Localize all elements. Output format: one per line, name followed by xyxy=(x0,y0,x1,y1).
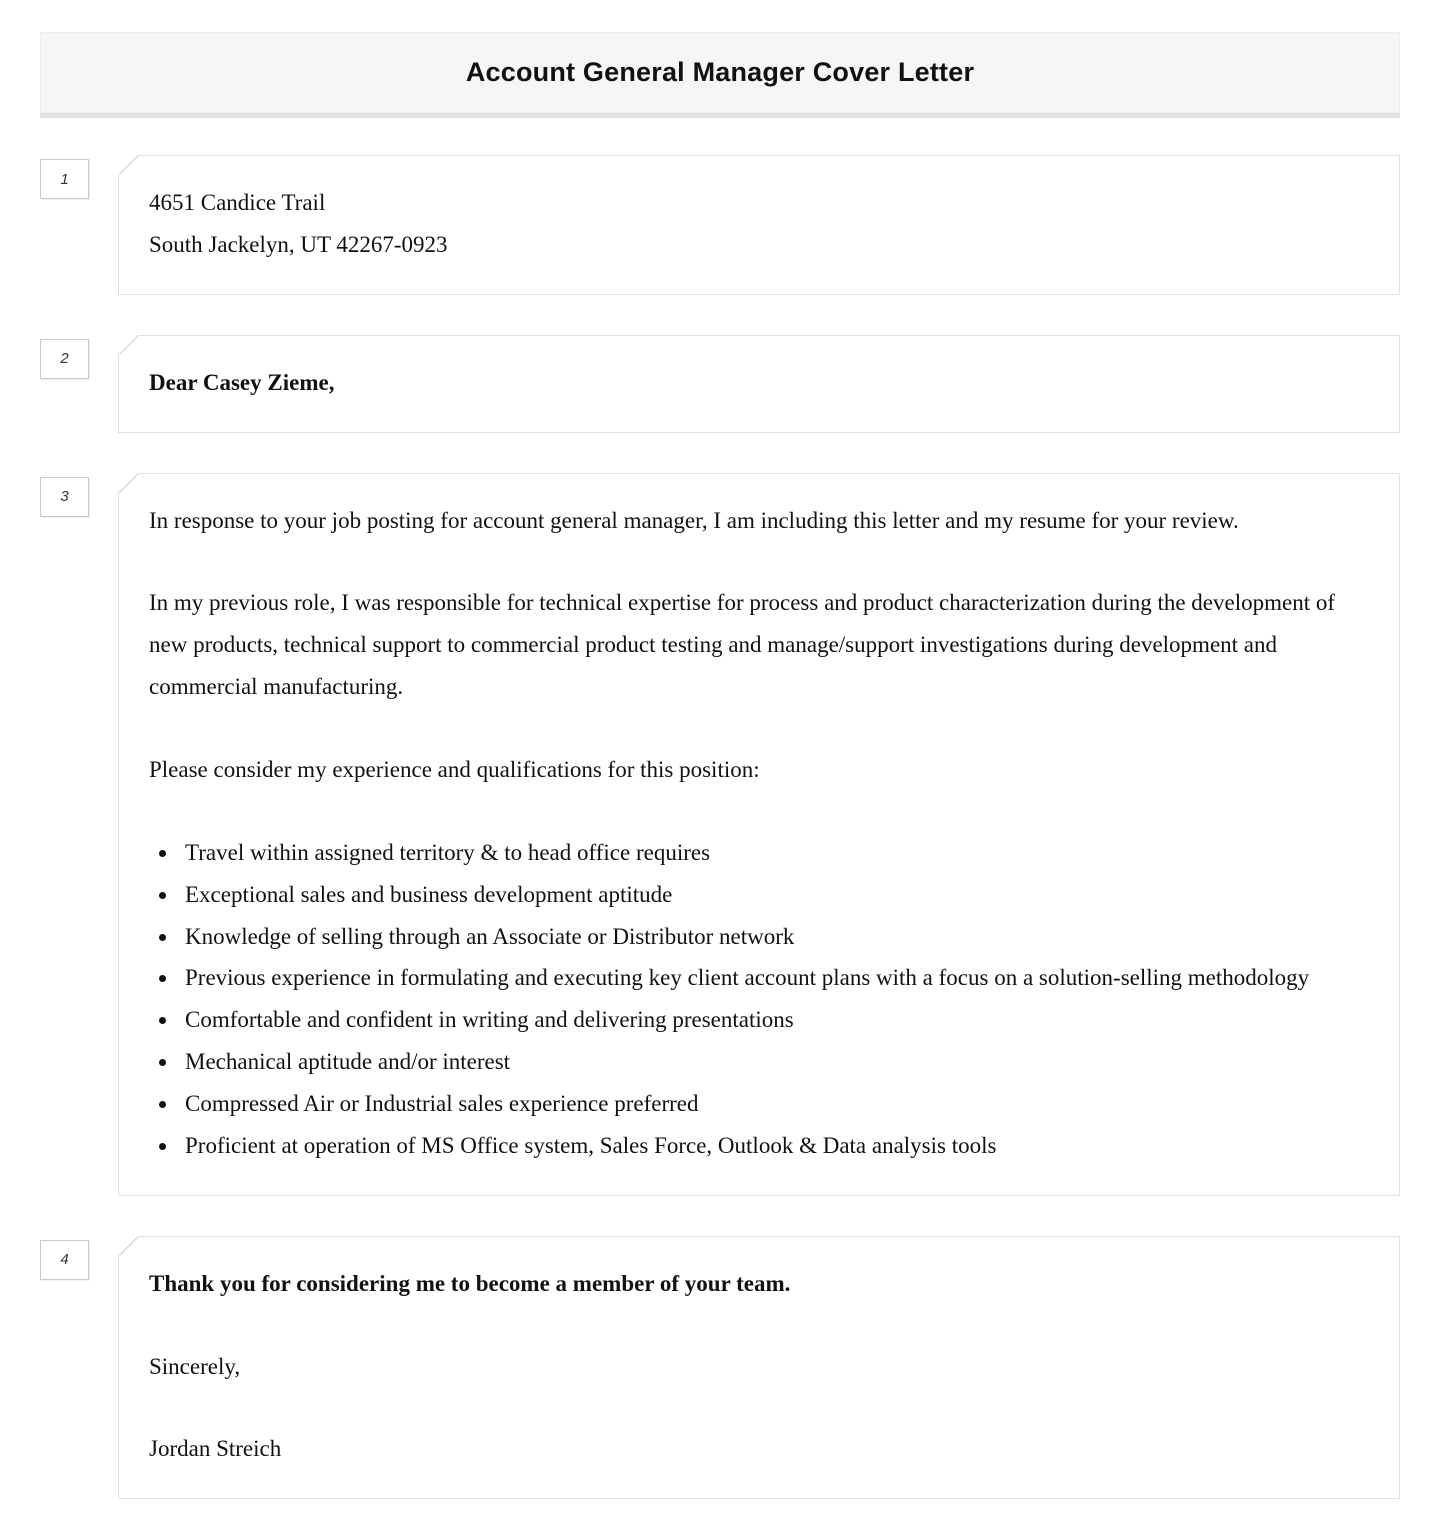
page-title: Account General Manager Cover Letter xyxy=(465,57,975,87)
body-box xyxy=(118,473,1400,1196)
section-closing xyxy=(40,1236,1400,1500)
body-paragraph-2: In my previous role, I was responsible for technical expertise for process and product characterization during the development of new products, technical support to commercial product testing and manage/support investigations during development and commercial manufacturing. xyxy=(149,590,1335,700)
section-number-badge xyxy=(40,339,89,379)
section-address xyxy=(40,155,1400,295)
closing-signoff: Sincerely, xyxy=(149,1353,241,1379)
section-number-badge xyxy=(40,1240,89,1280)
closing-name: Jordan Streich xyxy=(149,1436,282,1462)
section-number: 3 xyxy=(60,488,69,506)
qualification-item: • Mechanical aptitude and/or interest xyxy=(179,1041,1365,1083)
section-number: 2 xyxy=(60,350,69,368)
qualification-item: • Compressed Air or Industrial sales experience preferred xyxy=(179,1083,1365,1125)
section-number-badge xyxy=(40,477,89,517)
qualification-item: • Exceptional sales and business development aptitude xyxy=(179,874,1365,916)
qualification-item: • Travel within assigned territory & to head office requires xyxy=(179,832,1365,874)
qualification-item: • Comfortable and confident in writing and delivering presentations xyxy=(179,999,1365,1041)
address-box xyxy=(118,155,1400,295)
section-number: 4 xyxy=(60,1251,69,1269)
section-salutation xyxy=(40,335,1400,433)
page-header xyxy=(40,32,1400,113)
body-paragraph-3: Please consider my experience and qualifications for this position: xyxy=(149,757,760,783)
qualification-item: • Previous experience in formulating and executing key client account plans with a focus on a solution-selling methodology xyxy=(179,957,1365,999)
section-number-badge xyxy=(40,159,89,199)
salutation-text: Dear Casey Zieme, xyxy=(149,369,335,395)
closing-box xyxy=(118,1236,1400,1500)
section-body xyxy=(40,473,1400,1196)
qualifications-list xyxy=(179,832,1365,1167)
salutation-box xyxy=(118,335,1400,433)
address-line-2: South Jackelyn, UT 42267-0923 xyxy=(149,231,448,257)
qualification-item: • Knowledge of selling through an Associate or Distributor network xyxy=(179,916,1365,958)
section-number: 1 xyxy=(60,170,69,188)
body-paragraph-1: In response to your job posting for account general manager, I am including this letter and my resume for your review. xyxy=(149,507,1239,533)
qualification-item: • Proficient at operation of MS Office system, Sales Force, Outlook & Data analysis tools xyxy=(179,1125,1365,1167)
closing-thanks: Thank you for considering me to become a member of your team. xyxy=(149,1270,791,1296)
address-line-1: 4651 Candice Trail xyxy=(149,190,326,215)
